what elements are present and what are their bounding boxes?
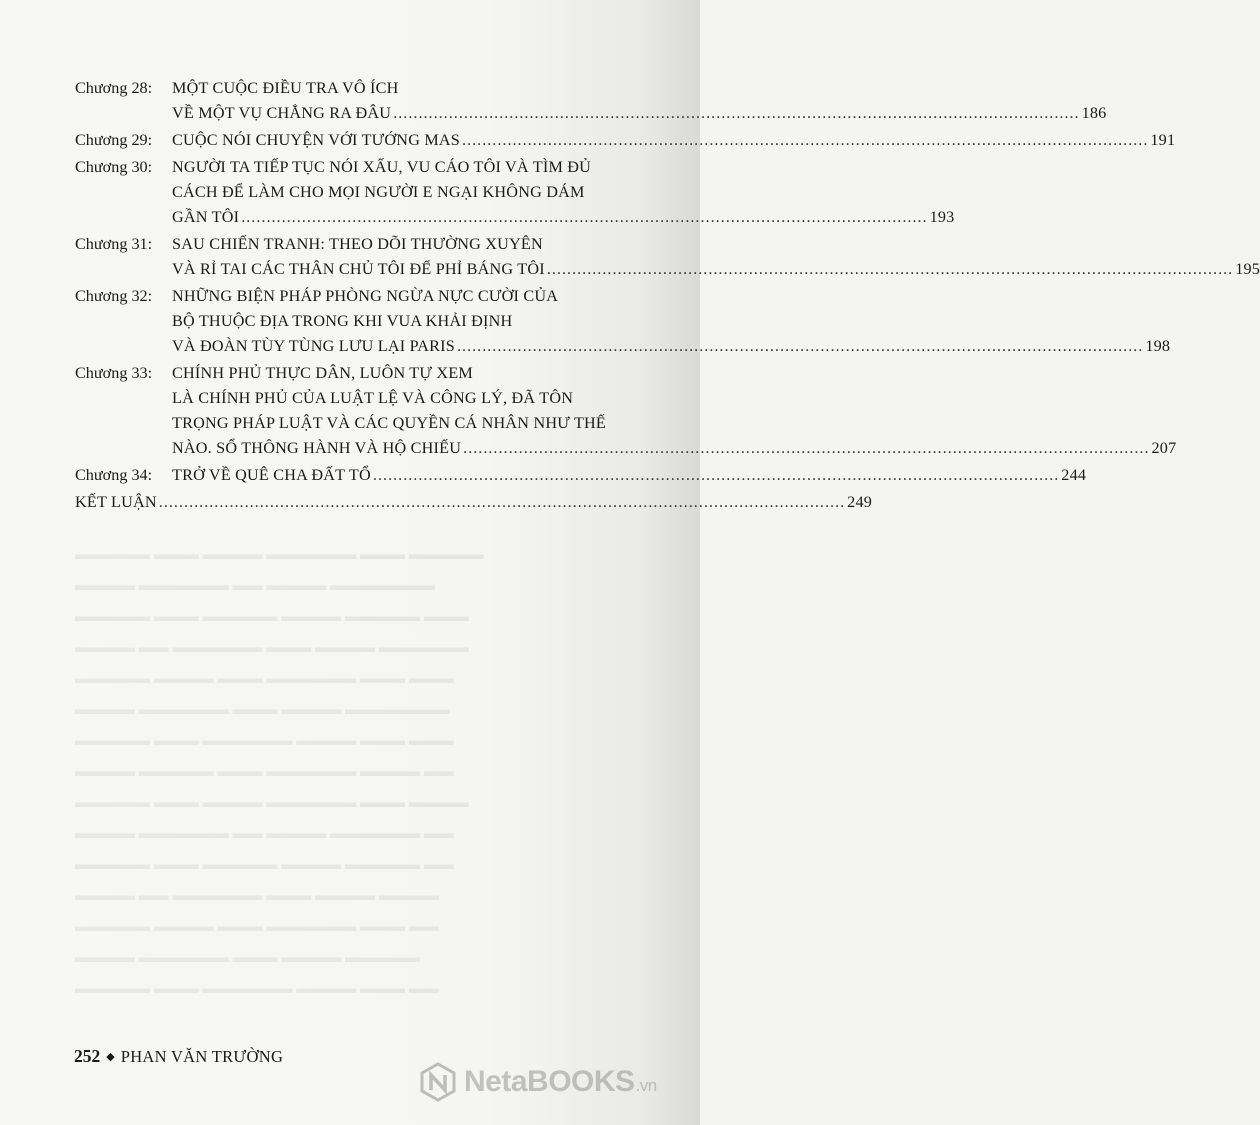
- chapter-title-line: TRỌNG PHÁP LUẬT VÀ CÁC QUYỀN CÁ NHÂN NHƯ THẾ: [172, 414, 607, 432]
- chapter-title-line: NGƯỜI TA TIẾP TỤC NÓI XẤU, VU CÁO TÔI VÀ TÌM ĐỦ: [172, 158, 592, 176]
- chapter-title-line: CHÍNH PHỦ THỰC DÂN, LUÔN TỰ XEM: [172, 364, 473, 382]
- dot-leader: [159, 490, 845, 515]
- page-number: 191: [1150, 131, 1176, 149]
- chapter-title-line: LÀ CHÍNH PHỦ CỦA LUẬT LỆ VÀ CÔNG LÝ, ĐÃ TÔN: [172, 389, 574, 407]
- chapter-title-line: MỘT CUỘC ĐIỀU TRA VÔ ÍCH: [172, 79, 399, 97]
- table-of-contents: [75, 76, 1260, 517]
- chapter-label: Chương 34:: [75, 466, 153, 484]
- dot-leader: [393, 101, 1079, 126]
- chapter-title-line: VỀ MỘT VỤ CHẲNG RA ĐÂU: [172, 104, 392, 122]
- running-author: PHAN VĂN TRƯỜNG: [120, 1046, 284, 1066]
- conclusion-title: KẾT LUẬN: [75, 493, 157, 511]
- toc-entry-28[interactable]: [75, 76, 1107, 126]
- chapter-title-line: CÁCH ĐỂ LÀM CHO MỌI NGƯỜI E NGẠI KHÔNG DÁM: [172, 183, 585, 201]
- page-number: 186: [1081, 104, 1107, 122]
- chapter-title-line: VÀ ĐOÀN TÙY TÙNG LƯU LẠI PARIS: [172, 337, 455, 355]
- dot-leader: [241, 205, 927, 230]
- chapter-label: Chương 29:: [75, 131, 153, 149]
- toc-entry-29[interactable]: [75, 128, 1176, 153]
- chapter-title-line: GẦN TÔI: [172, 208, 240, 226]
- watermark: [418, 1062, 657, 1102]
- chapter-title-line: VÀ RỈ TAI CÁC THÂN CHỦ TÔI ĐỂ PHỈ BÁNG TÔI: [172, 260, 545, 278]
- dot-leader: [547, 257, 1233, 282]
- chapter-label: Chương 31:: [75, 235, 153, 253]
- watermark-brand: NetaBOOKS.vn: [464, 1065, 657, 1098]
- page-number: 249: [847, 493, 873, 511]
- bleed-through-texture: ▬▬▬▬▬ ▬▬▬ ▬▬▬▬ ▬▬▬▬▬▬ ▬▬▬ ▬▬▬▬▬ ▬▬▬▬ ▬▬▬▬▬▬ ▬▬ ▬▬▬▬ ▬▬▬▬▬▬▬ ▬▬▬▬▬ ▬▬▬ ▬▬▬▬▬ ▬▬▬▬ ▬▬▬▬▬ ▬▬▬ ▬▬▬▬ ▬▬ ▬▬▬▬▬▬ ▬▬▬ ▬▬▬▬ ▬▬▬▬▬▬ ▬▬▬▬▬ ▬▬▬▬ ▬▬▬ ▬▬▬▬▬▬ ▬▬▬ ▬▬▬ ▬▬▬▬ ▬▬▬▬▬▬ ▬▬▬ ▬▬▬▬ ▬▬▬▬▬▬▬ ▬▬▬▬▬ ▬▬▬ ▬▬▬▬▬▬ ▬▬▬▬ ▬▬▬ ▬▬▬ ▬▬▬▬ ▬▬▬▬▬ ▬▬▬ ▬▬▬▬▬▬ ▬▬▬▬ ▬▬ ▬▬▬▬▬ ▬▬▬ ▬▬▬▬ ▬▬▬▬▬▬ ▬▬▬ ▬▬▬▬ ▬▬▬▬ ▬▬▬▬▬▬ ▬▬ ▬▬▬▬ ▬▬▬▬▬▬ ▬▬ ▬▬▬▬▬ ▬▬▬ ▬▬▬▬▬ ▬▬▬▬ ▬▬▬▬▬ ▬▬ ▬▬▬▬ ▬▬ ▬▬▬▬▬▬ ▬▬▬ ▬▬▬▬ ▬▬▬▬ ▬▬▬▬▬ ▬▬▬▬ ▬▬▬ ▬▬▬▬▬▬ ▬▬▬ ▬▬ ▬▬▬▬ ▬▬▬▬▬▬ ▬▬▬ ▬▬▬▬ ▬▬▬▬▬ ▬▬▬▬▬ ▬▬▬ ▬▬▬▬▬▬ ▬▬▬▬ ▬▬▬ ▬▬: [75, 547, 484, 997]
- page-number: 198: [1145, 337, 1171, 355]
- chapter-title-line: BỘ THUỘC ĐỊA TRONG KHI VUA KHẢI ĐỊNH: [172, 312, 513, 330]
- toc-entry-32[interactable]: [75, 284, 1171, 359]
- toc-entry-30[interactable]: [75, 155, 955, 230]
- page-number: 195: [1235, 260, 1260, 278]
- toc-entry-34[interactable]: [75, 463, 1087, 488]
- diamond-ornament-icon: ◆: [106, 1051, 115, 1063]
- chapter-title-line: NÀO. SỔ THÔNG HÀNH VÀ HỘ CHIẾU: [172, 439, 462, 457]
- chapter-label: Chương 33:: [75, 364, 153, 382]
- dot-leader: [373, 463, 1059, 488]
- page-footer: [74, 1046, 283, 1067]
- page-number: 244: [1061, 466, 1087, 484]
- toc-entry-conclusion[interactable]: [75, 490, 873, 515]
- page-number: 207: [1151, 439, 1177, 457]
- chapter-label: Chương 32:: [75, 287, 153, 305]
- dot-leader: [462, 128, 1148, 153]
- netabooks-logo-icon: [418, 1062, 458, 1102]
- dot-leader: [457, 334, 1143, 359]
- dot-leader: [463, 436, 1149, 461]
- chapter-title-line: TRỞ VỀ QUÊ CHA ĐẤT TỔ: [172, 466, 371, 484]
- chapter-label: Chương 30:: [75, 158, 153, 176]
- chapter-label: Chương 28:: [75, 79, 153, 97]
- chapter-title-line: NHỮNG BIỆN PHÁP PHÒNG NGỪA NỰC CƯỜI CỦA: [172, 287, 559, 305]
- toc-entry-33[interactable]: [75, 361, 1177, 461]
- page-number: 193: [929, 208, 955, 226]
- chapter-title-line: SAU CHIẾN TRANH: THEO DÕI THƯỜNG XUYÊN: [172, 235, 543, 253]
- chapter-title-line: CUỘC NÓI CHUYỆN VỚI TƯỚNG MAS: [172, 131, 461, 149]
- folio-number: 252: [74, 1046, 101, 1066]
- toc-entry-31[interactable]: [75, 232, 1260, 282]
